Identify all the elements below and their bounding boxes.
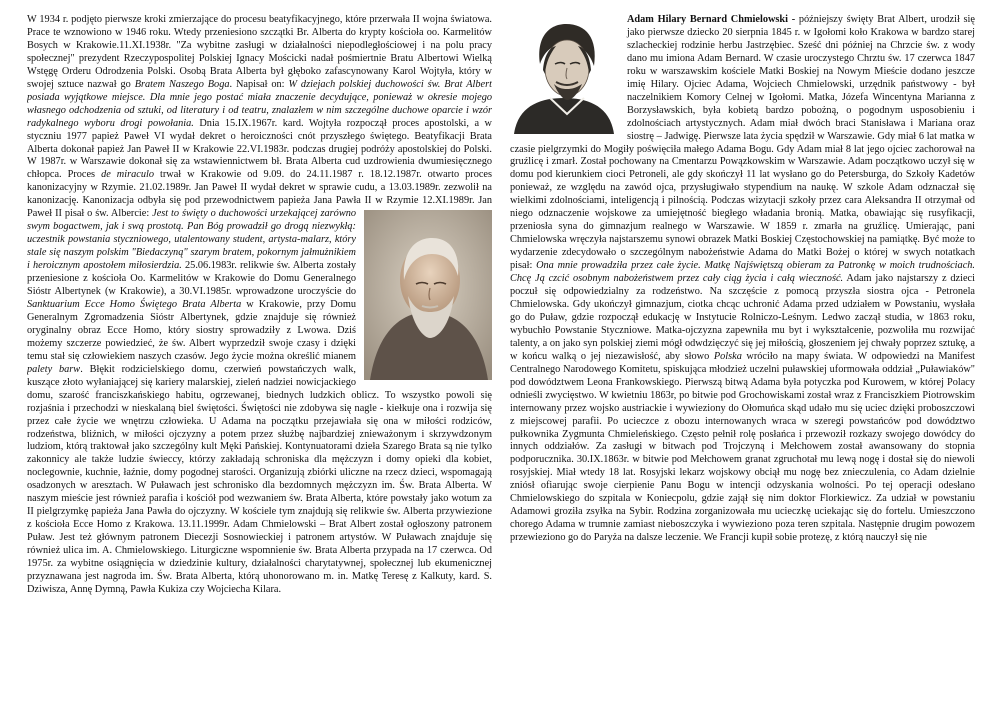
- engraved-portrait-young-man-icon: [510, 14, 618, 134]
- portrait-young-adam-engraving: [510, 14, 618, 134]
- italic-quote-wojtyla: W dziejach polskiej duchowości św. Brat Albert posiada wyjątkowe miejsce. Dla mnie jego postać miała znaczenie decydujące, ponieważ w okresie mojego własnego odchodzenia od sztuki, od literatury i od teatru, znalazłem w nim szczególne duchowe oparcie i wzór radykalnego wyboru drogi powołania.: [27, 78, 492, 129]
- portrait-brother-albert-photo: [364, 210, 492, 380]
- right-column-text: [510, 14, 975, 545]
- text-segment: Adam jako najstarszy z dzieci poczuł się odpowiedzialny za rodzeństwo. Na szczęście z pomocą przyszła siostra ojca - Petronela Chmielowska. Gdy ukończył gimnazjum, ciotka chcąc uchronić Adama przed udziałem w Powstaniu, wysłała go do Puław, gdzie rozpoczął edukację w Instytucie Rolniczo-Leśnym. Ledwo zaczął studia, w 1863 roku, wybuchło Powstanie Styczniowe. Matka-ojczyzna zapewniła mu byt i wykształcenie, pozwoliła mu rozwijać talenty, a on jako syn polskiej ziemi mógł odwdzięczyć się jej miłością, głoszeniem jej chwały poprzez sztukę, a w końcu walką o jej niezawisłość, aby słowo: [510, 273, 975, 362]
- text-segment: . Napisał on:: [229, 78, 289, 90]
- italic-quote-john-paul: Jest to święty o duchowości urzekającej zarówno swym bogactwem, jak i swą prostotą. Pan Bóg prowadził go drogą niezwykłą: uczestnik powstania styczniowego, utalentowany student, artysta-malarz, który stale się naszym polskim "Biedaczyną" szarym bratem, pokornym jałmużnikiem i heroicznym apostołem miłosierdzia.: [27, 208, 356, 272]
- italic-quote-notes: Ona mnie prowadziła przez całe życie. Matkę Najświętszą obieram za Patronkę w moich trudnościach. Chcę Ją czcić osobnym nabożeństwem przez cały ciąg życia i całą wieczność.: [510, 260, 975, 285]
- left-column-text: [27, 14, 492, 597]
- text-segment: 25.06.1983r. relikwie św. Alberta zostały przeniesione z kościoła Oo. Karmelitów w Krakowie do Domu Generalnego Sióstr Albertynek (w Krakowie), a 30.VI.1985r. wprowadzone uroczyście do: [27, 260, 357, 298]
- left-column: [27, 14, 492, 694]
- text-segment: Dnia 15.IX.1967r. kard. Wojtyła rozpoczął proces apostolski, a w styczniu 1977 papież Paweł VI wydał dekret o heroiczności cnót przyszłego świętego. Beatyfikacji Brata Alberta dokonał papież Jan Paweł II w Krakowie 22.VI.1983r. podczas drugiej podróży apostolskiej do Polski. W 1987r. w Warszawie dokonał się za wstawiennictwem bł. Brata Alberta cud uzdrowienia dwumiesięcznego chłopca. Proces: [27, 117, 492, 181]
- text-segment: trwał w Krakowie od 9.09. do 24.11.1987 r. 18.12.1987r. otwarto proces kanonizacyjny w Rzymie. 21.02.1989r. Jan Paweł II wydał dekret w sprawie cudu, a 13.03.1989r. zezwolił na kanonizację. Kanonizacja odbyła się pod przewodnictwem papieża Jana Pawła II w Rzymie 12.XI.1989r. Jan Paweł II pisał o św. Albercie:: [27, 169, 492, 220]
- italic-segment: Polska: [713, 350, 742, 362]
- heading-name: Adam Hilary Bernard Chmielowski -: [627, 14, 796, 25]
- text-segment: w Krakowie, przy Domu Generalnym Zgromadzenia Sióstr Albertynek, gdzie znajduje się również oryginalny obraz Ecce Homo, który siostry sprowadziły z Lwowa. Dziś możemy szczerze powiedzieć, że św. Albert wyprzedził swoje czasy i dzięki temu stał się człowiekiem naszych czasów. Jego życie można określić mianem: [27, 298, 356, 362]
- text-segment: późniejszy święty Brat Albert, urodził się jako pierwsze dziecko 20 sierpnia 1845 r. w Igołomi koło Krakowa w bardzo starej szlacheckiej rodzinie herbu Jastrzębiec. Sześć dni później na Chrzcie św. z wody dano mu imiona Adam Bernard. W czasie uroczystego Chrztu św. 17 czerwca 1847 roku w warszawskim kościele Matki Boskiej na Nowym Mieście dodano jeszcze imię Hilary. Ojciec Adama, Wojciech Chmielowski, urzędnik państwowy - był naczelnikiem Komory Celnej w Igołomi. Matka, Józefa Wincentyna Marianna z Borzysławskich, była kobietą bardzo pobożną, o pogodnym usposobieniu i zdolnościach artystycznych. Adam miał dwóch braci Stanisława i Mariana oraz siostrę – Jadwigę. Pierwsze lata życia spędził w Warszawie. Gdy miał 6 lat matka w czasie pielgrzymki do Mogiły poświęciła małego Adama Bogu. Gdy Adam miał 8 lat jego ojciec zachorował na gruźlicę i zmarł. Został pochowany na Cmentarzu Powązkowskim w Warszawie. Adam początkowo uczył się w domu pod kierunkiem cioci Petroneli, ale gdy skończył 11 lat wysłano go do Petersburga, do Szkoły Kadetów ponieważ, ze względu na zawód ojca, przysługiwało stypendium na naukę. W szkole Adam odznaczał się wielkimi zdolnościami, inteligencją i pilnością. Podczas wizytacji szkoły przez cara Aleksandra II otrzymał od niego odznaczenie wojskowe za umiejętność biegłego władania bronią. Matka, obawiając się rusyfikacji, przeniosła syna do gimnazjum realnego w Warszawie. W 1859 r. zmarła na gruźlicę. Umierając, pani Chmielowska wręczyła najstarszemu synowi obrazek Matki Boskiej Częstochowskiej na pamiątkę. Być może to wydarzenie zdecydowało o szczególnym nabożeństwie Adama do Matki Bożej o której w swych notatkach pisał:: [510, 14, 975, 272]
- italic-segment: palety barw: [27, 363, 81, 375]
- photo-portrait-brother-albert-icon: [364, 210, 492, 380]
- italic-segment: Bratem Naszego Boga: [134, 78, 230, 90]
- right-column: [510, 14, 975, 694]
- italic-segment: de miraculo: [101, 169, 154, 181]
- text-segment: . Błękit rodzicielskiego domu, czerwień powstańczych walk, kuszące złoto wyłaniającej się kariery malarskiej, zieleń nadziei nowicjackiego domu, szarość franciszkańskiego habitu, ogrzewanej, biednych ludzkich oblicz. To wszystko powoli się rozjaśnia i przechodzi w nieskalaną biel świętości. Świętości nie zdobywa się nagle - kiełkuje ona i rozwija się przez całe życie we wnętrzu człowieka. U Adama na początku przejawiała się ona w miłości rodziców, rodzeństwa, bliźnich, w miłości ojczyzny a potem przez służbę najbardziej znieważonym i skrzywdzonym ludziom, którą traktował jako szczególny kult Męki Pańskiej. Kontynuatorami dzieła Szarego Brata są nie tylko zakonnicy ale także ludzie świeccy, którzy zakładają schroniska dla mężczyzn i domy opieki dla kobiet, noclegownie, kuchnie, łaźnie, domy pogodnej starości. Organizują zbiórki uliczne na rzecz dzieci, wspomagają osadzonych w aresztach. W Puławach jest schronisko dla bezdomnych mężczyzn im. Św. Brata Alberta. W naszym mieście jest również parafia i kościół pod wezwaniem św. Brata Alberta, które powstały jako wotum za II pielgrzymkę papieża Jana Pawła do ojczyzny. W kościele tym znajdują się relikwie św. Alberta przywiezione z kościoła Ecce Homo z Krakowa. 13.11.1999r. Adam Chmielowski – Brat Albert został ogłoszony patronem Puław. Jest też głównym patronem Diecezji Sosnowieckiej i patronem artystów. W Puławach znajduje się również ulica im. A. Chmielowskiego. Liturgiczne wspomnienie św. Brata Alberta przypada na 17 czerwca. Od 1975r. za wybitne osiągnięcia w dziedzinie kultury, działalności charytatywnej, społecznej lub ekumenicznej przyznawana jest nagroda im. Św. Brata Alberta, którą uhonorowano m. in. Matkę Teresę z Kalkuty, kard. S. Dziwisza, Annę Dymną, Pawła Kukiza czy Wojciecha Kilara.: [27, 363, 492, 595]
- italic-segment: Sanktuarium Ecce Homo Świętego Brata Alberta: [27, 298, 242, 310]
- text-segment: wróciło na mapy świata. W odpowiedzi na Manifest Centralnego Narodowego Komitetu, spiskująca młodzież uczelni puławskiej uformowała oddział „Puławiaków" pod dowództwem Leona Frankowskiego. Pierwszą bitwą Adama była potyczka pod Kurowem, w której Polacy odnieśli zwycięstwo. W kwietniu 1863r, po bitwie pod Grochowiskami został wraz z Franciszkiem Piotrowskim internowany przez wojsko austriackie i wywieziony do Ołomuńca skąd udało mu się uciec dzięki proboszczowi z miejscowej parafii. Po ucieczce z obozu internowanych wraca w szeregi powstańców pod dowództwo pułkownika Zygmunta Chmieleńskiego. Często pełnił rolę posłańca i przewoził rozkazy swojego dowódcy do innych oddziałów. Za zasługi w bitwach pod Trojczyną i Mełchowem został awansowany do stopnia podporucznika. 30.IX.1863r. w bitwie pod Mełchowem granat zgruchotał mu lewą nogę i dostał się do niewoli rosyjskiej. Miał wtedy 18 lat. Rosyjski lekarz wojskowy obciął mu nogę bez znieczulenia, co Adam dzielnie zniósł ofiarując swoje cierpienie Panu Bogu w intencji odzyskania wolności. Po tej operacji odesłano Chmielowskiego do szpitala w Koniecpolu, gdzie zajął się nim doktor Florkiewicz. Za udział w powstaniu Adamowi groziła zsyłka na Sybir. Rodzina zorganizowała mu ucieczkę uciekając się do fortelu. Umieszczono chorego Adama w trumnie zamiast nieboszczyka i wywieziono poza teren szpitala. Następnie drugim powozem przewieziono go do Paryża na dalsze leczenie. We Francji kupił sobie protezę, z którą nauczył się nie: [510, 350, 975, 544]
- text-segment: W 1934 r. podjęto pierwsze kroki zmierzające do procesu beatyfikacyjnego, które przerwała II wojna światowa. Prace te wznowiono w 1946 roku. Wtedy przeniesiono szczątki Br. Alberta do krypty kościoła oo. Karmelitów Bosych w Krakowie.11.XI.1938r. "Za wybitne zasługi w działalności niepodległościowej i na polu pracy społecznej" prezydent Rzeczypospolitej Polskiej Ignacy Mościcki nadał pośmiertnie Bratu Albertowi Wielką Wstęgę Orderu Odrodzenia Polski. Osobą Brata Alberta był głęboko zafascynowany Karol Wojtyła, który w swojej sztuce nazwał go: [27, 14, 492, 90]
